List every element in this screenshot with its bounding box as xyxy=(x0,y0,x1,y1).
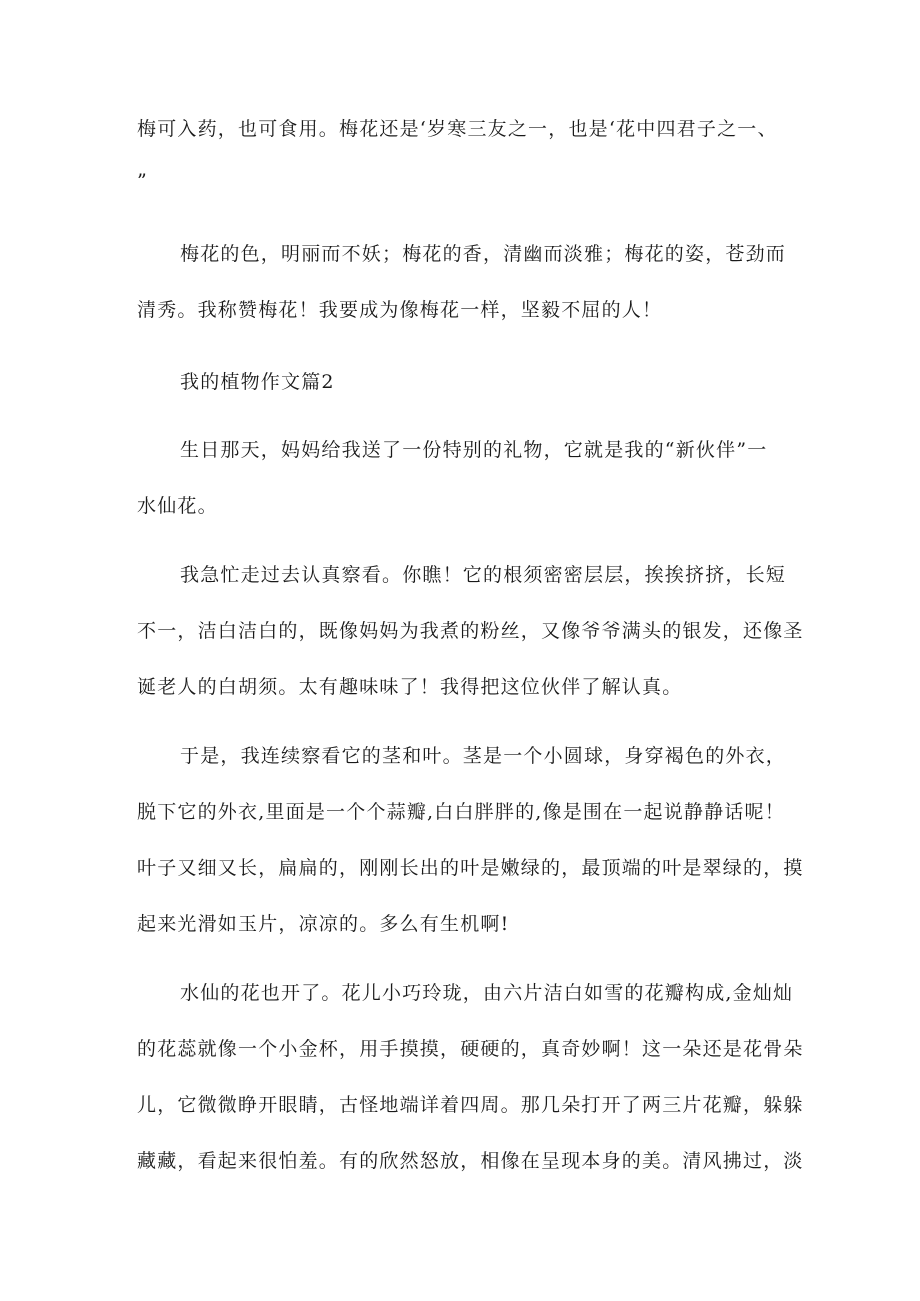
text-line: 脱下它的外衣,里面是一个个蒜瓣,白白胖胖的,像是围在一起说静静话呢！ xyxy=(137,801,785,823)
paragraph-first-line: 我急忙走过去认真察看。你瞧！它的根须密密层层，挨挨挤挤，长短 xyxy=(180,564,787,586)
text-line: 儿，它微微睁开眼睛，古怪地端详着四周。那几朵打开了两三片花瓣，躲躲 xyxy=(137,1094,804,1116)
paragraph-first-line: 生日那天，妈妈给我送了一份特别的礼物，它就是我的“新伙伴”一 xyxy=(180,439,768,461)
text-line: 的花蕊就像一个小金杯，用手摸摸，硬硬的，真奇妙啊！这一朵还是花骨朵 xyxy=(137,1038,804,1060)
text-line: ” xyxy=(137,170,148,192)
text-line: 梅可入药，也可食用。梅花还是‘岁寒三友之一，也是‘花中四君子之一、 xyxy=(137,118,778,140)
text-line: 诞老人的白胡须。太有趣味味了！我得把这位伙伴了解认真。 xyxy=(137,676,683,698)
text-line: 水仙花。 xyxy=(137,495,218,517)
text-line: 叶子又细又长，扁扁的，刚刚长出的叶是嫩绿的，最顶端的叶是翠绿的，摸 xyxy=(137,857,804,879)
text-line: 不一，洁白洁白的，既像妈妈为我煮的粉丝，又像爷爷满头的银发，还像圣 xyxy=(137,620,804,642)
text-line: 清秀。我称赞梅花！我要成为像梅花一样，坚毅不屈的人！ xyxy=(137,299,663,321)
paragraph-first-line: 水仙的花也开了。花儿小巧玲珑，由六片洁白如雪的花瓣构成,金灿灿 xyxy=(180,982,794,1004)
text-line: 起来光滑如玉片，凉凉的。多么有生机啊! xyxy=(137,913,510,935)
text-line: 藏藏，看起来很怕羞。有的欣然怒放，相像在呈现本身的美。清风拂过，淡 xyxy=(137,1150,804,1172)
paragraph-first-line: 于是，我连续察看它的茎和叶。茎是一个小圆球，身穿褐色的外衣， xyxy=(180,745,787,767)
paragraph-first-line: 梅花的色，明丽而不妖；梅花的香，清幽而淡雅；梅花的姿，苍劲而 xyxy=(180,243,787,265)
section-heading: 我的植物作文篇2 xyxy=(180,371,335,393)
